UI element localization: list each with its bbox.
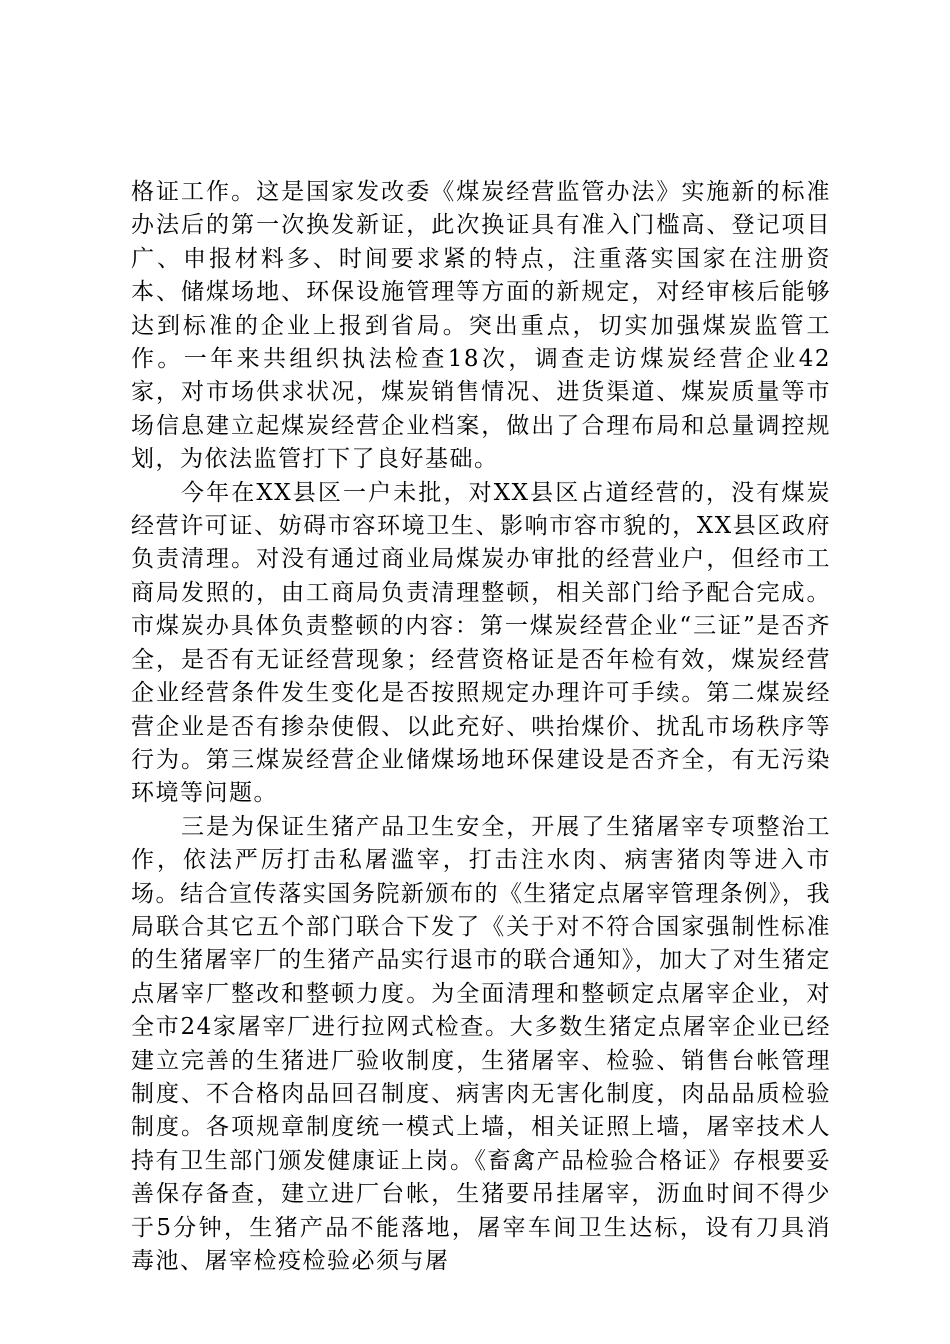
paragraph-coal-rectification: 今年在XX县区一户未批，对XX县区占道经营的，没有煤炭经营许可证、妨碍市容环境卫生、影响市容市貌的，XX县区政府负责清理。对没有通过商业局煤炭办审批的经营业户，但经市工商局发照的，由工商局负责清理整顿，相关部门给予配合完成。市煤炭办具体负责整顿的内容：第一煤炭经营企业“三证”是否齐全，是否有无证经营现象；经营资格证是否年检有效，煤炭经营企业经营条件发生变化是否按照规定办理许可手续。第二煤炭经营企业是否有掺杂使假、以此充好、哄抬煤价、扰乱市场秩序等行为。第三煤炭经营企业储煤场地环保建设是否齐全，有无污染环境等问题。 bbox=[131, 479, 831, 807]
document-body bbox=[131, 176, 831, 1278]
paragraph-pig-slaughter: 三是为保证生猪产品卫生安全，开展了生猪屠宰专项整治工作，依法严厉打击私屠滥宰，打击注水肉、病害猪肉等进入市场。结合宣传落实国务院新颁布的《生猪定点屠宰管理条例》，我局联合其它五个部门联合下发了《关于对不符合国家强制性标准的生猪屠宰厂的生猪产品实行退市的联合通知》，加大了对生猪定点屠宰厂整改和整顿力度。为全面清理和整顿定点屠宰企业，对全市24家屠宰厂进行拉网式检查。大多数生猪定点屠宰企业已经建立完善的生猪进厂验收制度，生猪屠宰、检验、销售台帐管理制度、不合格肉品回召制度、病害肉无害化制度，肉品品质检验制度。各项规章制度统一模式上墙，相关证照上墙，屠宰技术人持有卫生部门颁发健康证上岗。《畜禽产品检验合格证》存根要妥善保存备查，建立进厂台帐，生猪要吊挂屠宰，沥血时间不得少于5分钟，生猪产品不能落地，屠宰车间卫生达标，设有刀具消毒池、屠宰检疫检验必须与屠 bbox=[131, 813, 831, 1274]
paragraph-continuation: 格证工作。这是国家发改委《煤炭经营监管办法》实施新的标准办法后的第一次换发新证，此次换证具有准入门槛高、登记项目广、申报材料多、时间要求紧的特点，注重落实国家在注册资本、储煤场地、环保设施管理等方面的新规定，对经审核后能够达到标准的企业上报到省局。突出重点，切实加强煤炭监管工作。一年来共组织执法检查18次，调查走访煤炭经营企业42家，对市场供求状况，煤炭销售情况、进货渠道、煤炭质量等市场信息建立起煤炭经营企业档案，做出了合理布局和总量调控规划，为依法监管打下了良好基础。 bbox=[131, 179, 831, 473]
